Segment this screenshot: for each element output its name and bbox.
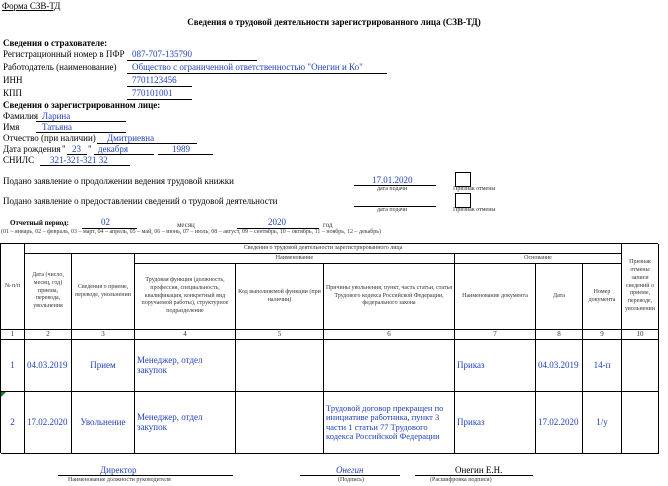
row1-reason[interactable] [324,340,455,392]
continue-application-label: Подано заявление о продолжении ведения трудовой книжки [3,176,234,186]
reg-number-label: Регистрационный номер в ПФР [3,49,125,59]
period-legend: (01 – январь, 02 – февраль, 03 – март, 04 – апрель, 05 – май, 06 – июнь, 07 – июль, 08 – август, 09 – сентябрь, 10 – октябрь, 11 – ноябрь, 12 – декабрь) [1,229,382,235]
employer-name-value: Общество с ограниченной ответственностью "Онегин и Ко" [132,62,363,72]
row1-event[interactable]: Прием [72,340,135,392]
provide-cancel-caption: Признак отмены [453,207,496,213]
col-cancel-header: Признак отмены записи сведений о приеме, переводе, увольнении [625,259,655,312]
col-number: 9 [583,330,622,340]
signer-name-value: Онегин Е.Н. [455,465,503,475]
col-reason-header: Причины увольнения, пункт, часть статьи, статья Трудового кодекса Российской Федерации, федерального закона [325,284,453,307]
continue-cancel-caption: Признак отмены [453,186,496,192]
signature-caption: (Подпись) [338,477,365,483]
col-code-header: Код выполняемой функции (при наличии) [238,288,321,303]
row2-reason[interactable]: Трудовой договор прекращен по инициативе работника, пункт 3 части 1 статьи 77 Трудового кодекса Российской Федерации [324,392,455,454]
reg-number-value: 087-707-135790 [132,49,192,59]
patronymic-label: Отчество (при наличии) [3,133,96,143]
period-year-value: 2020 [268,217,286,227]
row1-doc-name[interactable]: Приказ [455,340,536,392]
surname-value: Ларина [42,111,71,121]
name-group-header: Наименование [275,254,314,261]
basis-group-header: Основание [524,254,552,261]
insurer-section-label: Сведения о страхователе: [3,38,108,48]
dob-label: Дата рождения [3,144,61,154]
group-header: Сведения о трудовой деятельности зарегистрированного лица [243,244,403,251]
row1-num: 1 [1,340,25,392]
inn-value: 7701123456 [132,75,177,85]
continue-date-caption: дата подачи [377,186,408,192]
row1-date[interactable]: 04.03.2019 [25,340,72,392]
col-number: 4 [135,330,236,340]
row2-position[interactable]: Менеджер, отдел закупок [135,392,236,454]
col-number: 2 [25,330,72,340]
provide-cancel-checkbox[interactable] [455,193,471,208]
signer-position-caption: Наименование должности руководителя [68,477,171,483]
row2-doc-name[interactable]: Приказ [455,392,536,454]
period-month-label: месяц [177,221,195,229]
row2-doc-date[interactable]: 17.02.2020 [536,392,583,454]
first-name-label: Имя [3,122,20,132]
signature-value: Онегин [336,465,364,475]
dob-day-value: 23 [72,144,81,154]
kpp-label: КПП [3,88,23,98]
col-position-header: Трудовая функция (должность, профессия, специальность, квалификация, конкретный вид поручаемой работы), структурное подразделение [141,277,229,315]
col-number: 10 [622,330,659,340]
col-number: 7 [455,330,536,340]
form-code: Форма СЗВ-ТД [2,1,61,11]
row1-doc-date[interactable]: 04.03.2019 [536,340,583,392]
snils-value: 321-321-321 32 [50,155,108,165]
row2-doc-number[interactable]: 1/у [583,392,622,454]
activity-table [0,243,658,453]
row1-doc-number[interactable]: 14-п [583,340,622,392]
col-doc-name-header: Наименование документа [462,292,528,299]
row2-num: 2 [1,392,25,454]
first-name-value: Татьяна [42,122,73,132]
period-label: Отчетный период: [10,219,69,227]
inn-label: ИНН [3,75,23,85]
col-number: 8 [536,330,583,340]
provide-date-caption: дата подачи [377,207,408,213]
kpp-value: 770101001 [132,88,173,98]
comment-marker-icon [1,392,6,397]
snils-label: СНИЛС [3,155,35,165]
col-event-header: Сведения о приеме, переводе, увольнении [75,283,131,298]
signer-position-value: Директор [100,465,137,475]
row2-event[interactable]: Увольнение [72,392,135,454]
row2-date[interactable]: 17.02.2020 [25,392,72,454]
row1-position[interactable]: Менеджер, отдел закупок [135,340,236,392]
provide-application-label: Подано заявление о предоставлении сведений о трудовой деятельности [3,196,278,206]
col-number: 5 [236,330,324,340]
period-year-label: год [323,221,333,229]
row2-cancel[interactable] [622,392,659,454]
row2-code[interactable] [236,392,324,454]
col-doc-date-header: Дата [553,292,565,299]
patronymic-value: Дмитриевна [107,133,155,143]
col-date-header: Дата (число, месяц, год) приема, перевода, увольнения [32,272,64,310]
continue-cancel-checkbox[interactable] [455,172,471,187]
person-section-label: Сведения о зарегистрированном лице: [3,100,161,110]
row1-code[interactable] [236,340,324,392]
row1-cancel[interactable] [622,340,659,392]
dob-month-value: декабря [98,144,129,154]
form-title: Сведения о трудовой деятельности зарегистрированного лица (СЗВ-ТД) [187,17,481,27]
employer-name-label: Работодатель (наименование) [3,62,117,72]
col-number: 3 [72,330,135,340]
continue-application-date: 17.01.2020 [372,175,413,185]
dob-year-value: 1989 [172,144,190,154]
col-doc-number-header: Номер документа [588,288,616,303]
col-number: 6 [324,330,455,340]
col-number: 1 [1,330,25,340]
col-num-header: № п/п [4,282,21,289]
surname-label: Фамилия [3,111,39,121]
signer-name-caption: (Расшифровка подписи) [430,477,492,483]
period-month-value: 02 [101,217,110,227]
